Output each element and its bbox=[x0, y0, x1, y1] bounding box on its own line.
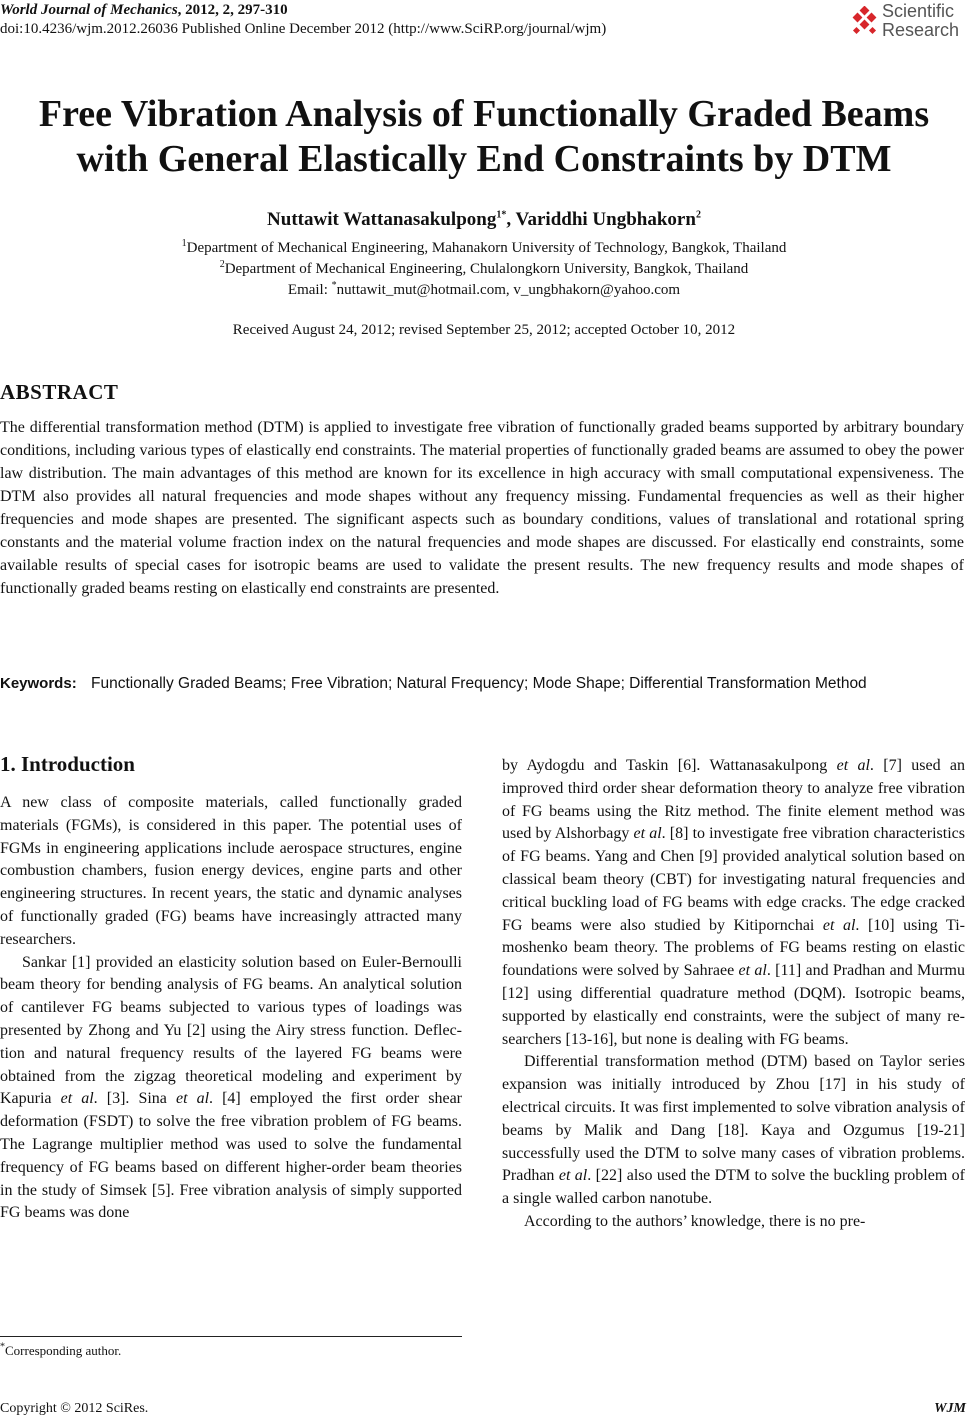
author-2-marker: 2 bbox=[695, 209, 701, 221]
paragraph-text: . [10] using Timoshenko beam theory. The problems of FG beams resting on elastic foundations were solved by Sahraee bbox=[502, 916, 965, 980]
paragraph-text: . [4] employed the first order shear deformation (FSDT) to solve the free vibration problem of FG beams. The Lagrange multiplier method was used to solve the fundamental frequency of FG beams based on different higher-order beam theories in the study of Simsek [5]. Free vibration analysis of simply supported FG beams was done bbox=[0, 1090, 463, 1222]
affiliation-1 bbox=[0, 239, 968, 258]
affiliation-2 bbox=[0, 260, 968, 279]
paragraph-text: . [3]. Sina bbox=[93, 1090, 176, 1108]
keywords-text: Functionally Graded Beams; Free Vibration; Natural Frequency; Mode Shape; Differential Transformation Method bbox=[91, 675, 867, 692]
logo-wordmark bbox=[882, 2, 959, 40]
et-al-italic: et al bbox=[822, 916, 856, 934]
paragraph-text: by Aydogdu and Taskin [6]. Wattanasakulpong bbox=[502, 757, 837, 774]
logo-line1: Scientific bbox=[882, 1, 955, 21]
section-heading-introduction: 1. Introduction bbox=[0, 752, 135, 776]
paragraph-text: . [7] used an improved third order shear deformation theory to analyze free vibration of FG beams using the Ritz method. The finite element method was used by Alshorbagy bbox=[502, 757, 965, 843]
affiliation-1-marker: 1 bbox=[181, 238, 187, 249]
title-line1: Free Vibration Analysis of Functionally Graded Beams bbox=[38, 93, 930, 135]
author-2: Variddhi Ungbhakorn bbox=[515, 209, 696, 230]
received-dates: Received August 24, 2012; revised September 25, 2012; accepted October 10, 2012 bbox=[232, 322, 736, 338]
intro-paragraph-1: A new class of composite materials, called functionally graded materials (FGMs), is considered in this paper. The potential uses of FGMs in engineering applications include aerospace structures, engine combustion chambers, fusion energy devices, engine parts and other engineering structures. In recent years, the static and dynamic analyses of functionally graded (FG) beams have increasingly attracted many researchers. bbox=[0, 794, 462, 948]
journal-header bbox=[0, 1, 288, 20]
footnote-marker: * bbox=[0, 1341, 5, 1353]
et-al-italic: et al bbox=[633, 825, 662, 843]
journal-abbreviation: WJM bbox=[934, 1401, 966, 1416]
left-column bbox=[0, 792, 462, 1225]
keywords-label: Keywords: bbox=[0, 675, 77, 692]
email-marker: * bbox=[331, 280, 337, 291]
paragraph-text: Sankar [1] provided an elasticity solution based on Euler-Bernoulli beam theory for bending analysis of FG beams. An analytical solution of cantilever FG beams subjected to various types of loadings was presented by Zhong and Yu [2] using the Airy stress function. Deflection and natural frequency results of the layered FG beams were obtained from the zigzag theoretical modeling and experiment by Kapuria bbox=[0, 953, 462, 1108]
footnote-text: Corresponding author. bbox=[5, 1343, 122, 1358]
et-al-italic: et al bbox=[558, 1167, 588, 1185]
paragraph-text: Differential transformation method (DTM) based on Taylor series expansion was initially introduced by Zhou [17] in his study of electrical circuits. It was first implemented to solve vibration analysis of beams by Malik and Dang [18]. Kaya and Ozgumus [19-21] successfully used the DTM to solve many cases of vibration problems. Pradhan bbox=[502, 1053, 965, 1185]
email-label: Email: bbox=[287, 282, 332, 298]
copyright-notice: Copyright © 2012 SciRes. bbox=[0, 1401, 149, 1416]
title-line2: with General Elastically End Constraints by DTM bbox=[76, 138, 892, 180]
intro-paragraph-4: According to the authors’ knowledge, there is no pre- bbox=[524, 1212, 866, 1230]
abstract-body: The differential transformation method (DTM) is applied to investigate free vibration of functionally graded beams supported by arbitrary boundary conditions, including various types of elastically end constraints. The material properties of functionally graded beams are assumed to obey the power law distribution. The main advantages of this method are known for its excellence in high accuracy with small computational expensiveness. The DTM also provides all natural frequencies and mode shapes without any frequency missing. Fundamental frequencies as well as their higher frequencies and mode shapes are presented. The significant aspects such as boundary conditions, values of translational and rotational spring constants and the material volume fraction index on the natural frequencies and mode shapes are discussed. For elastically end constraints, some available results of special cases for isotropic beams are used to validate the present results. The new frequency results and mode shapes of functionally graded beams resting on elastically end constraints are presented. bbox=[0, 419, 964, 597]
intro-paragraph-3 bbox=[502, 1051, 965, 1211]
et-al-italic: et al bbox=[738, 962, 767, 980]
journal-volume: , 2012, 2, 297-310 bbox=[177, 2, 288, 18]
author-separator: , bbox=[506, 209, 516, 230]
email-line bbox=[0, 281, 968, 300]
journal-name: World Journal of Mechanics bbox=[0, 2, 178, 18]
email-addresses: nuttawit_mut@hotmail.com, v_ungbhakorn@yahoo.com bbox=[336, 282, 681, 298]
footnote bbox=[0, 1343, 121, 1359]
paragraph-text: . [8] to investigate free vibration characteristics of FG beams. Yang and Chen [9] provided analytical solution based on classical beam theory (CBT) for investigating natural frequencies and critical buckling load of FG beams with edge cracks. The edge cracked FG beams were also studied by Kitipornchai bbox=[502, 825, 966, 934]
et-al-italic: et al bbox=[175, 1090, 210, 1108]
scientific-research-logo-icon bbox=[850, 6, 880, 36]
et-al-italic: et al bbox=[60, 1090, 94, 1108]
author-list bbox=[0, 208, 968, 232]
affiliation-1-text: Department of Mechanical Engineering, Mahanakorn University of Technology, Bangkok, Thailand bbox=[186, 240, 787, 256]
logo-line2: Research bbox=[882, 20, 960, 40]
paper-title bbox=[0, 92, 968, 182]
doi-line: doi:10.4236/wjm.2012.26036 Published Online December 2012 (http://www.SciRP.org/journal/wjm) bbox=[0, 21, 607, 37]
right-column bbox=[502, 755, 965, 1234]
intro-paragraph-2-continued bbox=[502, 755, 965, 1051]
author-1: Nuttawit Wattanasakulpong bbox=[267, 209, 497, 230]
affiliation-2-marker: 2 bbox=[219, 259, 225, 270]
publisher-logo bbox=[850, 2, 968, 42]
footnote-divider bbox=[0, 1336, 462, 1337]
abstract-heading: ABSTRACT bbox=[0, 380, 119, 404]
affiliation-2-text: Department of Mechanical Engineering, Chulalongkorn University, Bangkok, Thailand bbox=[224, 261, 749, 277]
paragraph-text: . [22] also used the DTM to solve the buckling problem of a single walled carbon nanotube. bbox=[502, 1167, 965, 1208]
et-al-italic: et al bbox=[836, 757, 870, 774]
paragraph-text: . [11] and Pradhan and Murmu [12] using differential quadrature method (DQM). Isotropic beams, supported by elastically end constraints, were the subject of many researchers [13-16], but none is dealing with FG beams. bbox=[502, 962, 966, 1048]
intro-paragraph-2 bbox=[0, 952, 462, 1226]
author-1-marker: 1* bbox=[496, 209, 507, 221]
